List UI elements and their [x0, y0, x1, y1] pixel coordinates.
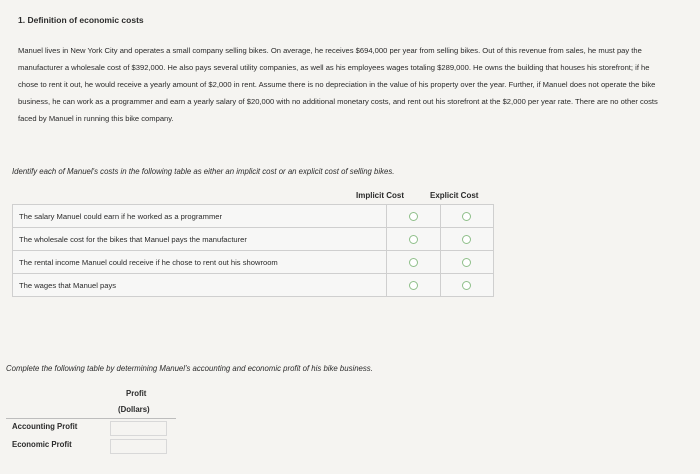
row-label: The wholesale cost for the bikes that Manuel pays the manufacturer [13, 228, 387, 251]
economic-profit-input[interactable] [110, 439, 167, 454]
accounting-profit-input[interactable] [110, 421, 167, 436]
profit-header: Profit [126, 389, 147, 398]
explicit-radio-1[interactable] [462, 212, 471, 221]
row-label: The salary Manuel could earn if he worked as a programmer [13, 205, 387, 228]
implicit-radio-2[interactable] [409, 235, 418, 244]
implicit-radio-4[interactable] [409, 281, 418, 290]
table-row [13, 251, 494, 274]
explicit-radio-4[interactable] [462, 281, 471, 290]
explicit-radio-2[interactable] [462, 235, 471, 244]
explicit-radio-3[interactable] [462, 258, 471, 267]
row-label: The rental income Manuel could receive if he chose to rent out his showroom [13, 251, 387, 274]
economic-profit-label: Economic Profit [12, 440, 72, 449]
question-title: 1. Definition of economic costs [18, 15, 144, 25]
implicit-radio-1[interactable] [409, 212, 418, 221]
implicit-cost-header: Implicit Cost [356, 191, 405, 200]
question-paragraph: Manuel lives in New York City and operates a small company selling bikes. On average, he receives $694,000 per year from selling bikes. Out of this revenue from sales, he must pay the manufacturer a wholesale cost of $392,000. He also pays several utility companies, as well as his employees wages totaling $289,000. He owns the building that houses his storefront; if he chose to rent it out, he would receive a yearly amount of $2,000 in rent. Assume there is no depreciation in the value of his property over the year. Further, if Manuel does not operate the bike business, he can work as a programmer and earn a yearly salary of $20,000 with no additional monetary costs, and rent out his storefront at the $2,000 per year rate. There are no other costs faced by Manuel in running this bike company. [18, 46, 658, 123]
explicit-cost-header: Explicit Cost [430, 191, 479, 200]
accounting-profit-label: Accounting Profit [12, 422, 78, 431]
row-label: The wages that Manuel pays [13, 274, 387, 297]
cost-table-instruction: Identify each of Manuel's costs in the following table as either an implicit cost or an explicit cost of selling bikes. [12, 167, 395, 176]
divider [6, 418, 176, 419]
table-row [13, 228, 494, 251]
cost-classification-table [12, 204, 494, 297]
profit-table-instruction: Complete the following table by determining Manuel's accounting and economic profit of his bike business. [6, 364, 373, 373]
profit-units-header: (Dollars) [118, 405, 150, 414]
table-row [13, 274, 494, 297]
table-row [13, 205, 494, 228]
implicit-radio-3[interactable] [409, 258, 418, 267]
